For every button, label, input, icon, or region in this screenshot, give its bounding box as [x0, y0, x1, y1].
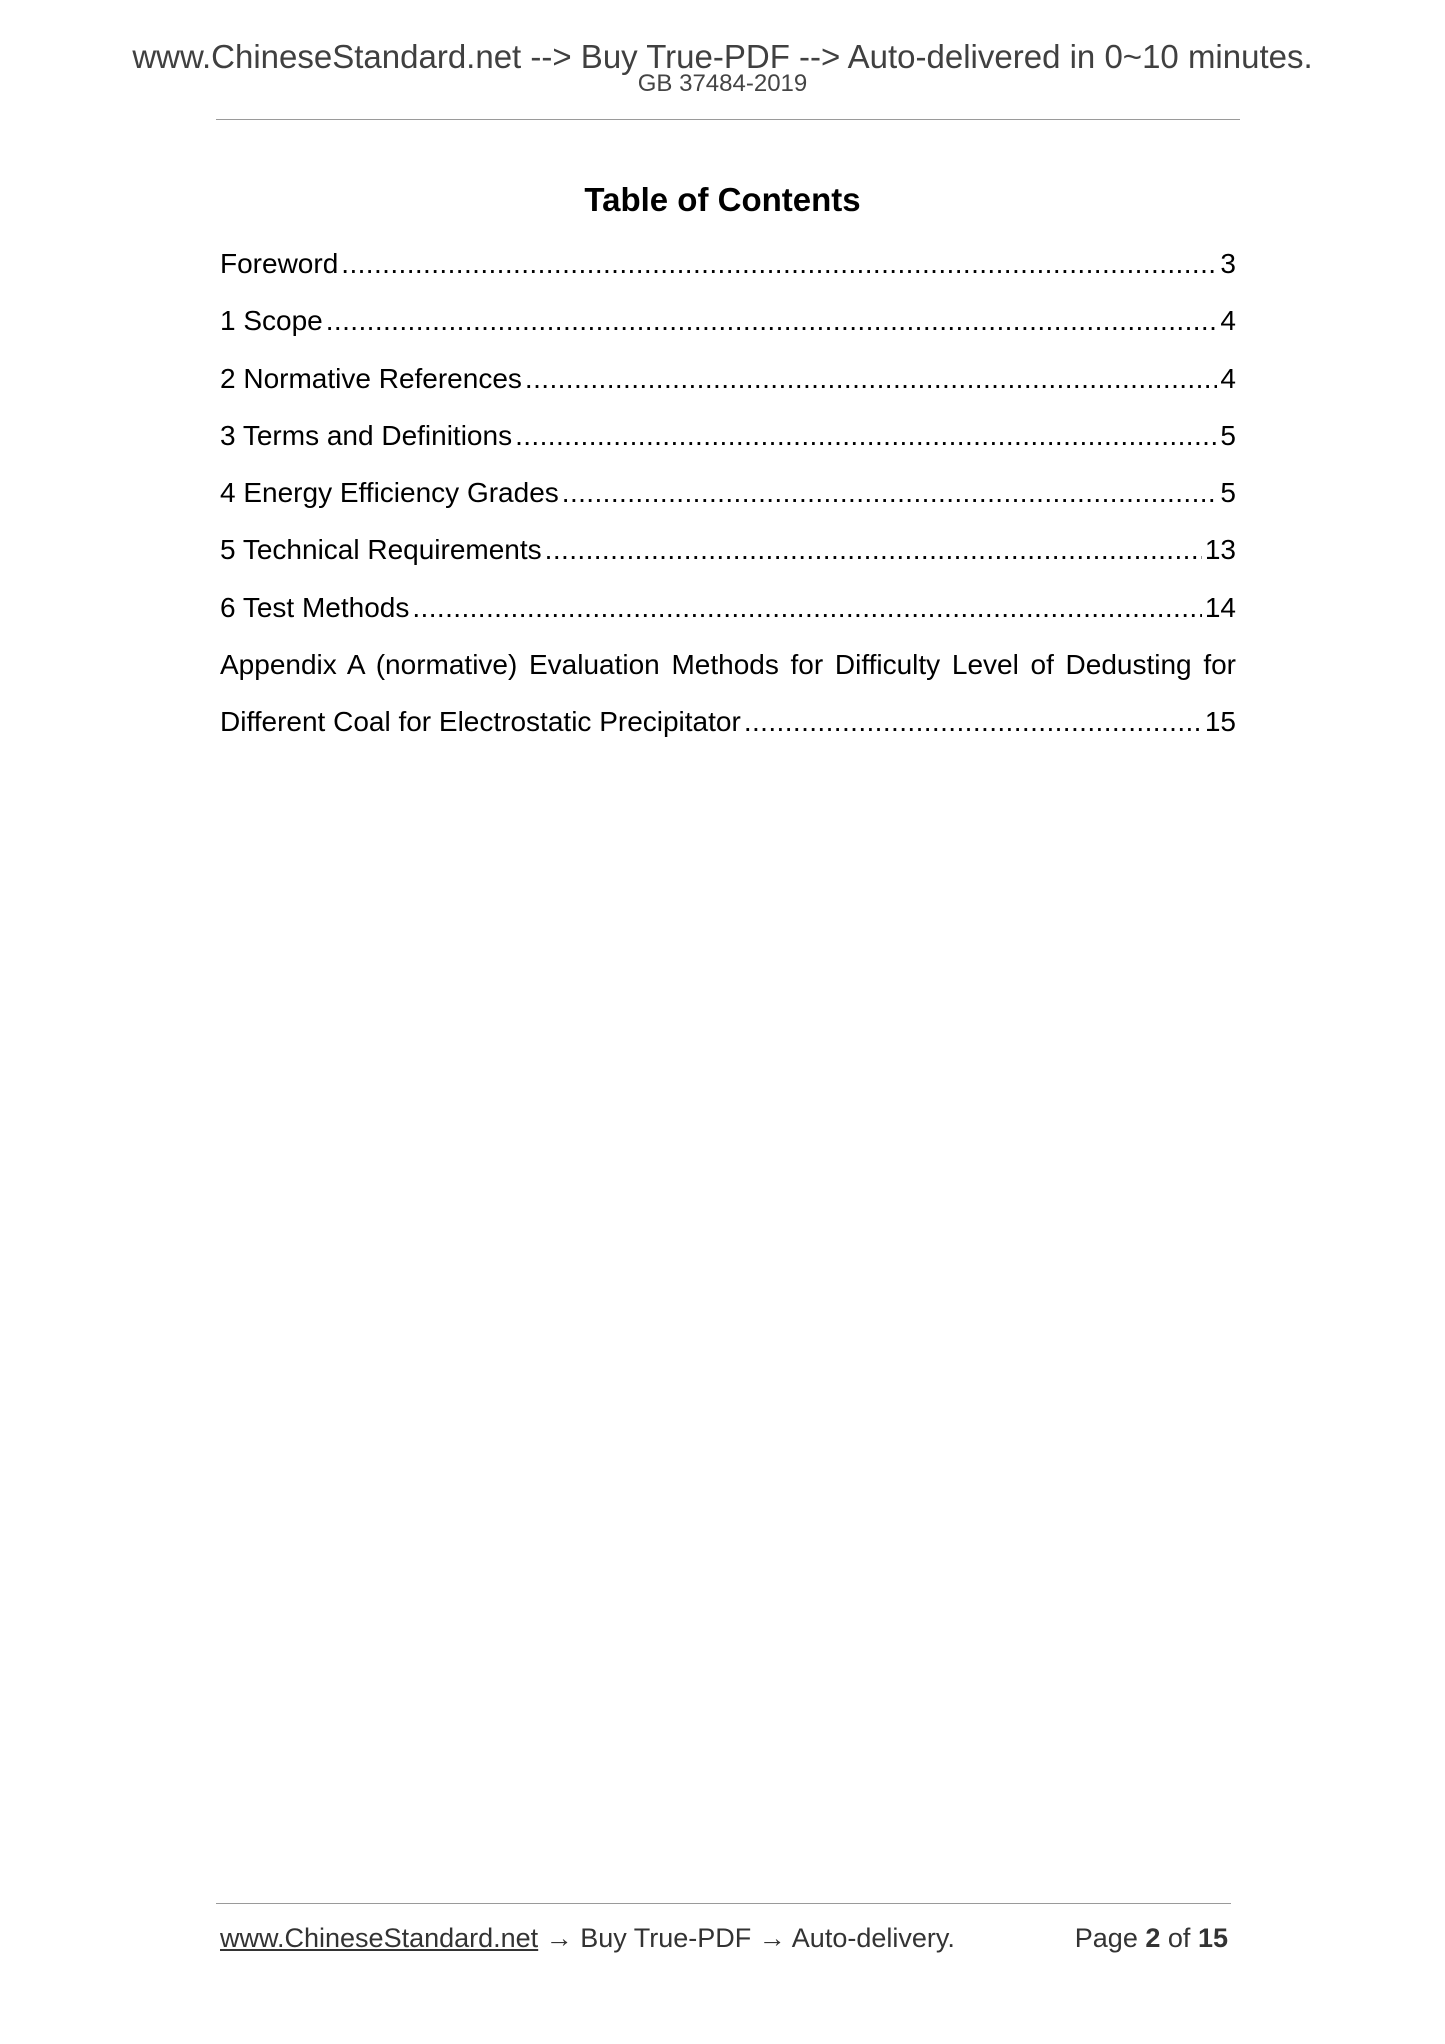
toc-leader-dots: [562, 479, 1218, 507]
page-total: 15: [1197, 1923, 1228, 1953]
toc-title: Table of Contents: [584, 181, 861, 218]
page-number: [1075, 1925, 1228, 1952]
toc-entry-label: Different Coal for Electrostatic Precipitator: [220, 706, 741, 738]
toc-leader-dots: [744, 708, 1202, 736]
toc-entry-page: 3: [1220, 248, 1236, 279]
footer-divider: [216, 1903, 1231, 1904]
toc-entry-page: 5: [1220, 419, 1236, 451]
arrow-right-icon: →: [758, 1923, 786, 1953]
toc-entry-terms-definitions[interactable]: [220, 419, 1236, 479]
toc-leader-dots: [515, 422, 1217, 450]
top-banner: www.ChineseStandard.net --> Buy True-PDF --> Auto-delivered in 0~10 minutes.: [132, 38, 1313, 75]
toc-appendix-line1: [220, 651, 1236, 708]
footer-buy-text: Buy True-PDF: [580, 1923, 752, 1953]
footer-promo: [220, 1925, 955, 1952]
toc-entry-label: 5 Technical Requirements: [220, 534, 542, 566]
toc-entry-page: 15: [1204, 706, 1236, 738]
toc-appendix-line2: [220, 708, 1236, 765]
toc-leader-dots: [341, 250, 1217, 278]
toc-entry-normative-references[interactable]: [220, 362, 1236, 422]
toc-entry-technical-requirements[interactable]: [220, 536, 1236, 593]
toc-entry-label: 6 Test Methods: [220, 591, 410, 623]
toc-entry-page: 4: [1220, 305, 1236, 337]
toc-entry-page: 5: [1220, 477, 1236, 509]
arrow-right-icon: →: [545, 1923, 573, 1953]
table-of-contents: [220, 250, 1236, 766]
toc-entry-appendix-a[interactable]: [220, 651, 1236, 766]
toc-entry-scope[interactable]: [220, 307, 1236, 364]
toc-leader-dots: [412, 594, 1201, 622]
toc-entry-label: Appendix A (normative) Evaluation Methods for Difficulty Level of Dedusting for: [220, 649, 1236, 681]
footer-site-link[interactable]: www.ChineseStandard.net: [220, 1923, 539, 1953]
toc-leader-dots: [525, 365, 1218, 393]
toc-entry-label: 3 Terms and Definitions: [220, 419, 513, 451]
of-label: of: [1167, 1923, 1191, 1953]
toc-entry-page: 4: [1220, 362, 1236, 394]
standard-code: GB 37484-2019: [637, 70, 808, 97]
toc-entry-label: 2 Normative References: [220, 362, 522, 394]
toc-entry-page: 14: [1204, 591, 1236, 623]
footer-delivery-text: Auto-delivery.: [791, 1923, 955, 1953]
page-label: Page: [1074, 1923, 1138, 1953]
toc-entry-foreword[interactable]: [220, 250, 1236, 307]
toc-leader-dots: [326, 307, 1218, 335]
toc-entry-label: Foreword: [220, 248, 339, 279]
toc-entry-label: 4 Energy Efficiency Grades: [220, 477, 559, 509]
toc-entry-test-methods[interactable]: [220, 591, 1236, 651]
toc-leader-dots: [545, 536, 1202, 564]
header-divider: [216, 119, 1240, 120]
page-current: 2: [1145, 1923, 1161, 1953]
toc-entry-page: 13: [1204, 534, 1236, 566]
toc-entry-label: 1 Scope: [220, 305, 323, 337]
toc-entry-energy-efficiency-grades[interactable]: [220, 479, 1236, 536]
